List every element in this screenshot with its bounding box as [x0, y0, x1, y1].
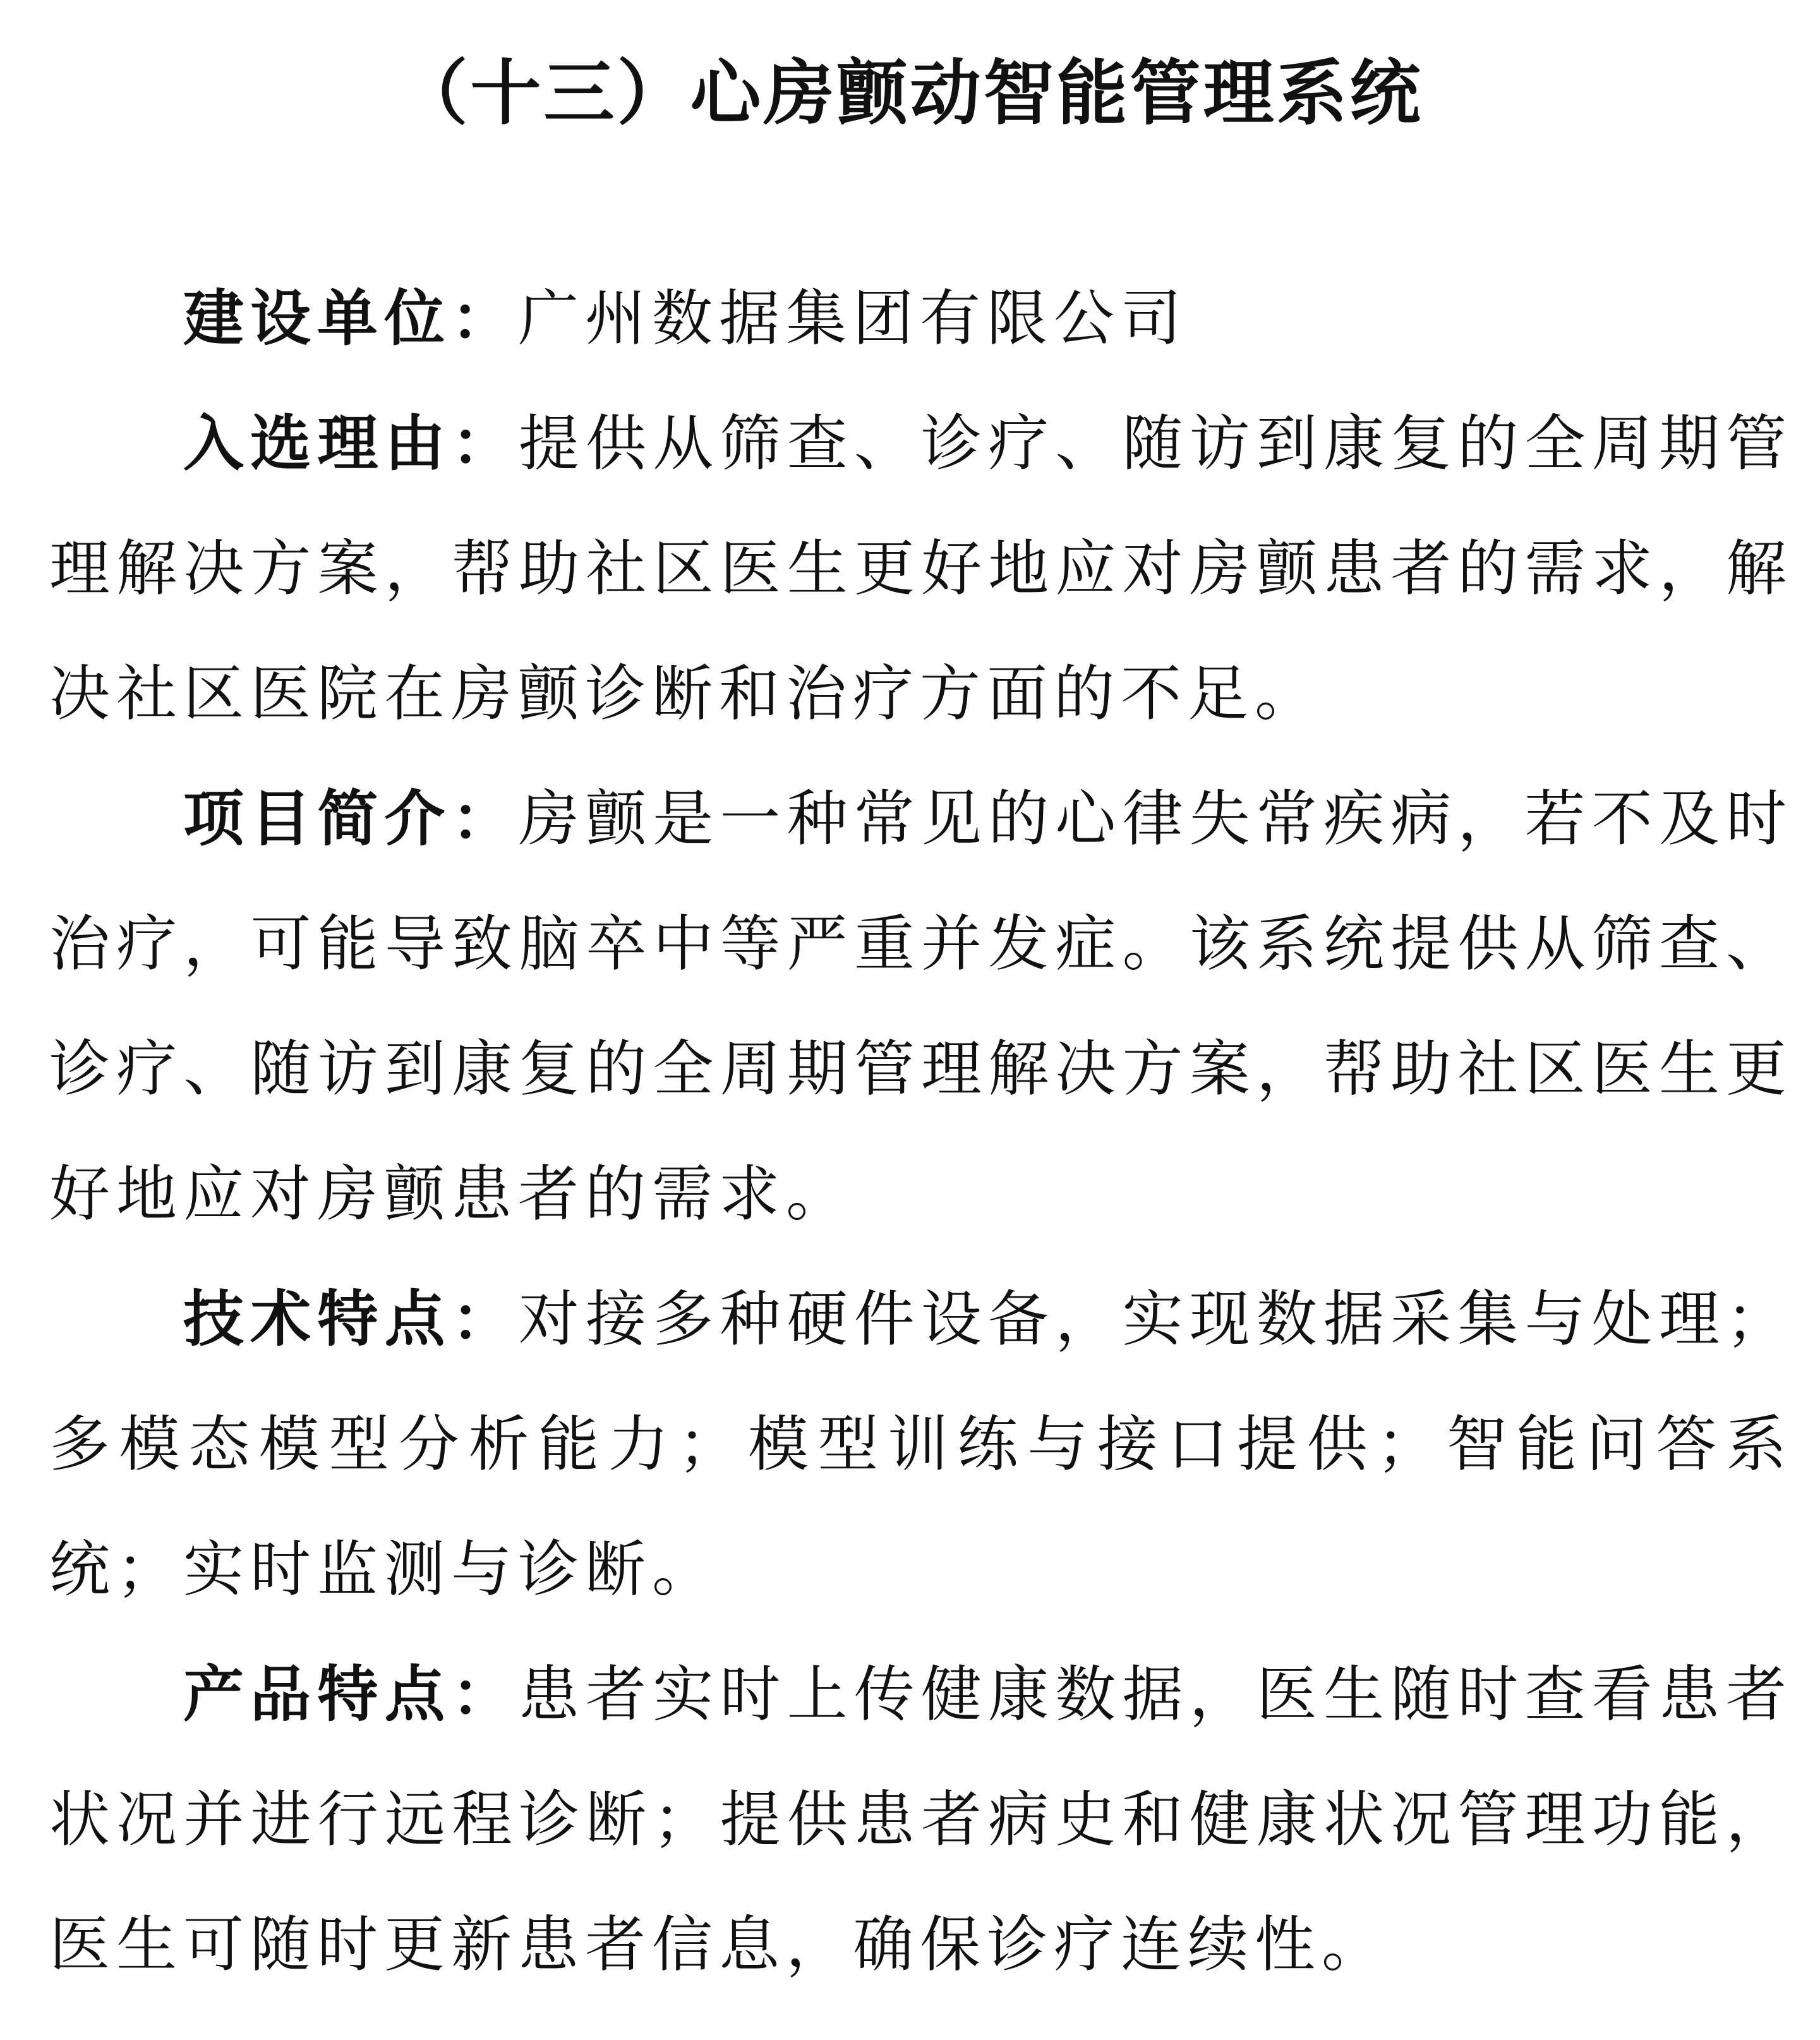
- section-label: 入选理由：: [183, 407, 519, 479]
- section-text: 提供从筛查、诊疗、随访到康复的全周期管理解决方案，帮助社区医生更好地应对房颤患者的需求，解决社区医院在房颤诊断和治疗方面的不足。: [49, 408, 1793, 729]
- section-text: 广州数据集团有限公司: [518, 283, 1188, 354]
- section-label: 产品特点：: [183, 1658, 519, 1730]
- section-construction-unit: [49, 256, 1793, 381]
- section-project-intro: [49, 756, 1793, 1257]
- section-label: 建设单位：: [183, 282, 518, 354]
- document-title: （十三）心房颤动智能管理系统: [397, 52, 1423, 135]
- section-tech-features: [49, 1257, 1793, 1632]
- section-product-features: [49, 1632, 1793, 2007]
- section-label: 技术特点：: [183, 1283, 519, 1355]
- section-text: 房颤是一种常见的心律失常疾病，若不及时治疗，可能导致脑卒中等严重并发症。该系统提供从筛查、诊疗、随访到康复的全周期管理解决方案，帮助社区医生更好地应对房颤患者的需求。: [49, 783, 1793, 1229]
- section-label: 项目简介：: [183, 783, 519, 854]
- section-text: 对接多种硬件设备，实现数据采集与处理；多模态模型分析能力；模型训练与接口提供；智能问答系统；实时监测与诊断。: [49, 1284, 1793, 1605]
- document-body: [49, 256, 1793, 2007]
- section-text: 患者实时上传健康数据，医生随时查看患者状况并进行远程诊断；提供患者病史和健康状况管理功能，医生可随时更新患者信息，确保诊疗连续性。: [49, 1659, 1793, 1980]
- section-selection-reason: [49, 381, 1793, 756]
